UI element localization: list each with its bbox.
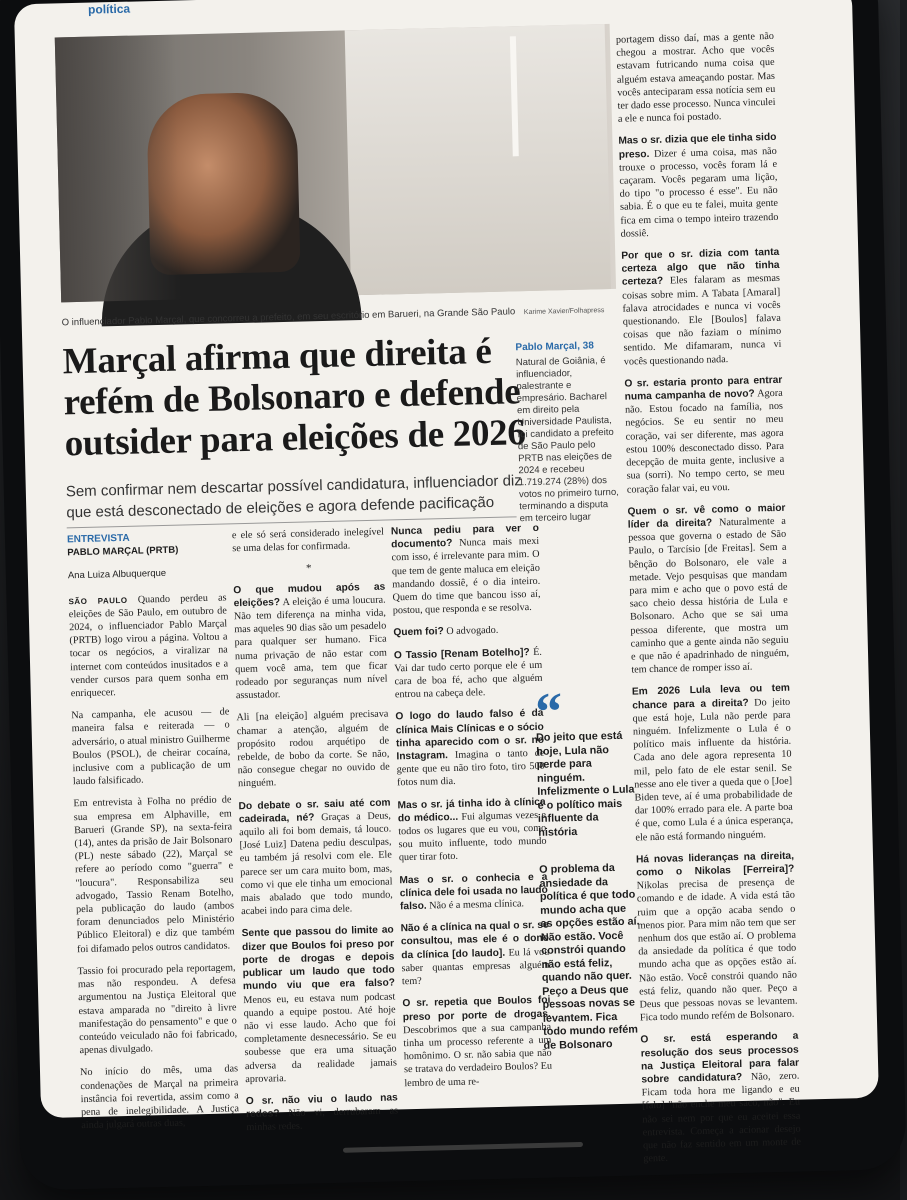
caption-text: O influenciador Pablo Marçal, que concorreu a prefeito, em seu escritório em Barueri, na Grande São Paulo xyxy=(61,306,516,329)
newspaper-page xyxy=(14,0,879,1165)
column-5 xyxy=(616,30,802,1175)
qa-block: Quem foi? O advogado. xyxy=(393,625,499,639)
pull-quote-column xyxy=(534,681,644,1076)
qa-block: O sr. está esperando a resolução dos seus processos na Justiça Eleitoral para falar sobre candidatura? Não, zero. Ficam toda hora me ligando e eu [falo] "não enche meu saco, não". Eu não sei nem por que eu aceitei essa entrevista. Começa a acionar desejo que não faz sentido em um monte de gente. xyxy=(640,1031,802,1165)
qa-block: Mas o sr. o conhecia e a clínica dele foi usada no laudo falso. Não é a mesma clínica. xyxy=(399,871,548,913)
qa-block: Por que o sr. dizia com tanta certeza algo que não tinha certeza? Eles falaram as mesmas coisas sobre mim. A Tabata [Amaral] falava atrocidades e nunca vi vocês questionando. Ele [Boulos] falava coisas que não faziam o mínimo sentido. Me difamaram, nunca vi vocês questionando nada. xyxy=(621,246,782,368)
interview-subject: PABLO MARÇAL (PRTB) xyxy=(67,544,179,559)
column-2 xyxy=(232,526,399,1144)
section-tag: política xyxy=(87,1,131,17)
qa-block: O sr. repetia que Boulos foi preso por porte de drogas. Descobrimos que a sua campanha tinha um processo referente a um homônimo. O sr. não sabia que não se tratava do verdadeiro Boulos? Eu lembro de uma re- xyxy=(402,994,553,1089)
qa-block: O Tassio [Renam Botelho]? É. Vai dar tudo certo porque ele é um cara de boa fé, acho que alguém entrou na cabeça dele. xyxy=(393,646,543,701)
qa-block: O sr. estaria pronto para entrar numa campanha de novo? Agora não. Estou focado na família, nos negócios. Se eu sentir no meu coração, vai ser diferente, mas agora estou 100% desconectado disso. Para decepção de muita gente, inclusive a sua (sorri). No tempo certo, se meu coração falar vai, eu vou. xyxy=(624,374,785,496)
subheadline: Sem confirmar nem descartar possível candidatura, influenciador diz que está desconectado de eleições e agora defende pacificação xyxy=(65,472,522,522)
qa-block: Mas o sr. dizia que ele tinha sido preso. Dizer é uma coisa, mas não trouxe o processo, vocês foram lá e caçaram. Vocês pegaram uma lição, do tipo "o processo é esse". Eu não sabia. É o que eu te falei, muita gente fica em cima o tempo inteiro trazendo dossiê. xyxy=(618,132,779,240)
section-break-star: * xyxy=(305,562,312,575)
headline: Marçal afirma que direita é refém de Bolsonaro e defende outsider para eleições de 2026 xyxy=(62,330,527,465)
bio-box xyxy=(515,340,619,525)
qa-block: O que mudou após as eleições? A eleição é uma loucura. Não tem diferença na minha vida, mas aqueles 90 dias são um pesadelo para qualquer ser humano. Fica numa privação de não estar com quem você ama, tem que ficar rodeado por seguranças num nível assustador. xyxy=(233,581,388,702)
qa-block: Em 2026 Lula leva ou tem chance para a direita? Do jeito que está hoje, Lula não perde para ninguém. Infelizmente o Lula é o político mais influente da história. Cada ano dele agora representa 10 mil, pelo fato de ele estar senil. Se nesse ano ele tiver a queda que o [Joe] Biden teve, aí é uma probabilidade de dar 100% errado para ele. A parte boa é que, como Lula é a única esperança, ele não está formando ninguém. xyxy=(631,683,794,844)
byline: Ana Luiza Albuquerque xyxy=(67,568,167,582)
paragraph: SÃO PAULO Quando perdeu as eleições de São Paulo, em outubro de 2024, o influenciador Pablo Marçal (PRTB) logo virou a página. Voltou a tocar os negócios, a viralizar na internet com conteúdos inusitados e a vender cursos para quem sonha em enriquecer. xyxy=(68,592,229,700)
qa-block: Do debate o sr. saiu até com cadeirada, né? Graças a Deus, aquilo ali foi bom demais, tá louco. [José Luiz] Datena pediu desculpas, eu também já resolvi com ele. Ele parece ser um cara muito bom, mas, como vi que ele tinha um emocional mais abalado que todo mundo, acabei indo para cima dele. xyxy=(238,797,393,918)
pull-quote: Do jeito que está hoje, Lula não perde para ninguém. Infelizmente o Lula é o político mais influente da história xyxy=(535,729,635,839)
qa-block: Há novas lideranças na direita, como o Nikolas [Ferreira]? Nikolas precisa de presença de comando e de idade. A vida está tão ruim que a opção acaba sendo o menos pior. Para mim não tem que ser nenhum dos que estão aí. O problema da ansiedade da política é que todo mundo acha que as opções estão aí. Não estão. Você constrói quando não está feliz, quando não quer. Peço a Deus que pessoas novas se levantem. Fica todo mundo refém de Bolsonaro. xyxy=(635,850,798,1024)
paragraph: Ali [na eleição] alguém precisava chamar a atenção, alguém de propósito rodou arquétipo de rebelde, de bobo da corte. Se não, não consegue chegar no ouvido de ninguém. xyxy=(236,708,390,790)
qa-block: O sr. não viu o laudo nas redes? Não vi, derrubaram as minhas redes. xyxy=(245,1092,399,1134)
paragraph: Em entrevista à Folha no prédio de sua empresa em Alphaville, em Barueri (Grande SP), na sexta-feira (14), antes da prisão de Jair Bolsonaro (PL) neste sábado (22), Marçal se refere ao período como "guerra" e "loucura". Responsabiliza seu advogado, Tassio Renam Botelho, pela publicação do laudo (ambos foram denunciados pelo Ministério Público Eleitoral) e diz que também foi difamado pelos outros candidatos. xyxy=(73,794,235,955)
qa-block: Quem o sr. vê como o maior líder da direita? Naturalmente a pessoa que governa o estado de São Paulo, o Tarcísio [de Freitas]. Sem a bênção do Bolsonaro, ele vale a metade. Vejo pesquisas que mandam para mim e acho que o povo está de saco cheio dessa história de Lula e Bolsonaro. Acho que se sai uma pessoa diferente, que mostra um caminho que a gente ainda não seguiu e que não é apadrinhado de ninguém, tem chance de romper isso aí. xyxy=(627,502,790,676)
tablet-screen xyxy=(14,0,879,1165)
column-1 xyxy=(67,529,240,1141)
paragraph: portagem disso daí, mas a gente não chegou a mostrar. Acho que vocês estavam futricando numa coisa que alguém estava ameaçando postar. Mas vocês anteciparam essa notícia sem eu ter dado esse processo. Nunca vinculei a ele e nunca foi postado. xyxy=(615,30,776,125)
qa-block: Mas o sr. já tinha ido à clínica do médico... Fui algumas vezes e todos os lugares que eu vou, como sou muito influente, todo mundo quer tirar foto. xyxy=(397,796,547,864)
kicker: ENTREVISTA xyxy=(66,532,130,546)
article-photo xyxy=(55,24,616,302)
quote-mark-icon: “ xyxy=(534,681,564,742)
paragraph: Tassio foi procurado pela reportagem, mas não respondeu. A defesa argumentou na Justiça Eleitoral que estava amparada no "direito à livre manifestação do pensamento" e que o conteúdo veiculado não foi fabricado, apenas divulgado. xyxy=(77,962,238,1057)
bio-name: Pablo Marçal, 38 xyxy=(515,340,594,354)
column-3 xyxy=(391,522,553,1099)
paragraph: Na campanha, ele acusou — de maneira falsa e reiterada — o adversário, o atual ministro Guilherme Boulos (PSOL), de cheirar cocaína, inclusive com a publicação de um laudo falsificado. xyxy=(71,706,231,788)
qa-block: Sente que passou do limite ao dizer que Boulos foi preso por porte de drogas e depois publicar um laudo que todo mundo viu que era falso? Menos eu, eu estava num podcast quando a equipe postou. Até hoje não vi esse laudo. Acho que foi completamente desnecessário. Se eu soubesse que era uma situação adversa da realidade jamais aprovaria. xyxy=(241,924,398,1085)
paragraph: e ele só será considerado inelegível se uma delas for confirmada. xyxy=(231,526,385,555)
bio-text: Natural de Goiânia, é influenciador, palestrante e empresário. Bacharel em direito pela Universidade Paulista, foi candidato a prefeito de São Paulo pelo PRTB nas eleições de 2024 e recebeu 1.719.274 (28%) dos votos no primeiro turno, terminando a disputa em terceiro lugar xyxy=(515,355,619,525)
dateline: SÃO PAULO xyxy=(68,595,128,606)
photo-credit: Karime Xavier/Folhapress xyxy=(523,307,605,317)
pull-quote: O problema da ansiedade da política é que todo mundo acha que as opções estão aí. Não estão. Você constrói quando não está feliz, quando não quer. Peço a Deus que pessoas novas se levantem. Fica todo mundo refém de Bolsonaro xyxy=(539,862,640,1052)
qa-block: Nunca pediu para ver o documento? Nunca mais mexi com isso, é irrelevante para mim. O que tem de gente maluca em eleição mandando dossiê, é o dia inteiro. Quem do time que bancou isso aí, postou, que responda e se resolva. xyxy=(390,522,541,617)
home-indicator[interactable] xyxy=(343,1142,583,1153)
paragraph: No início do mês, uma das condenações de Marçal na primeira instância foi revertida, assim como a pena de inelegibilidade. A Justiça ainda julgará outras duas, xyxy=(79,1063,240,1132)
qa-block: O logo do laudo falso é da clínica Mais Clínicas e o sócio tinha aparecido com o sr. no Instagram. Imagina o tanto de gente que eu não tiro foto, tiro 500 fotos num dia. xyxy=(395,708,545,789)
qa-block: Não é a clínica na qual o sr. se consultou, mas ele é o dono da clínica [do laudo]. Eu lá vou saber quantas empresas alguém tem? xyxy=(400,919,550,988)
